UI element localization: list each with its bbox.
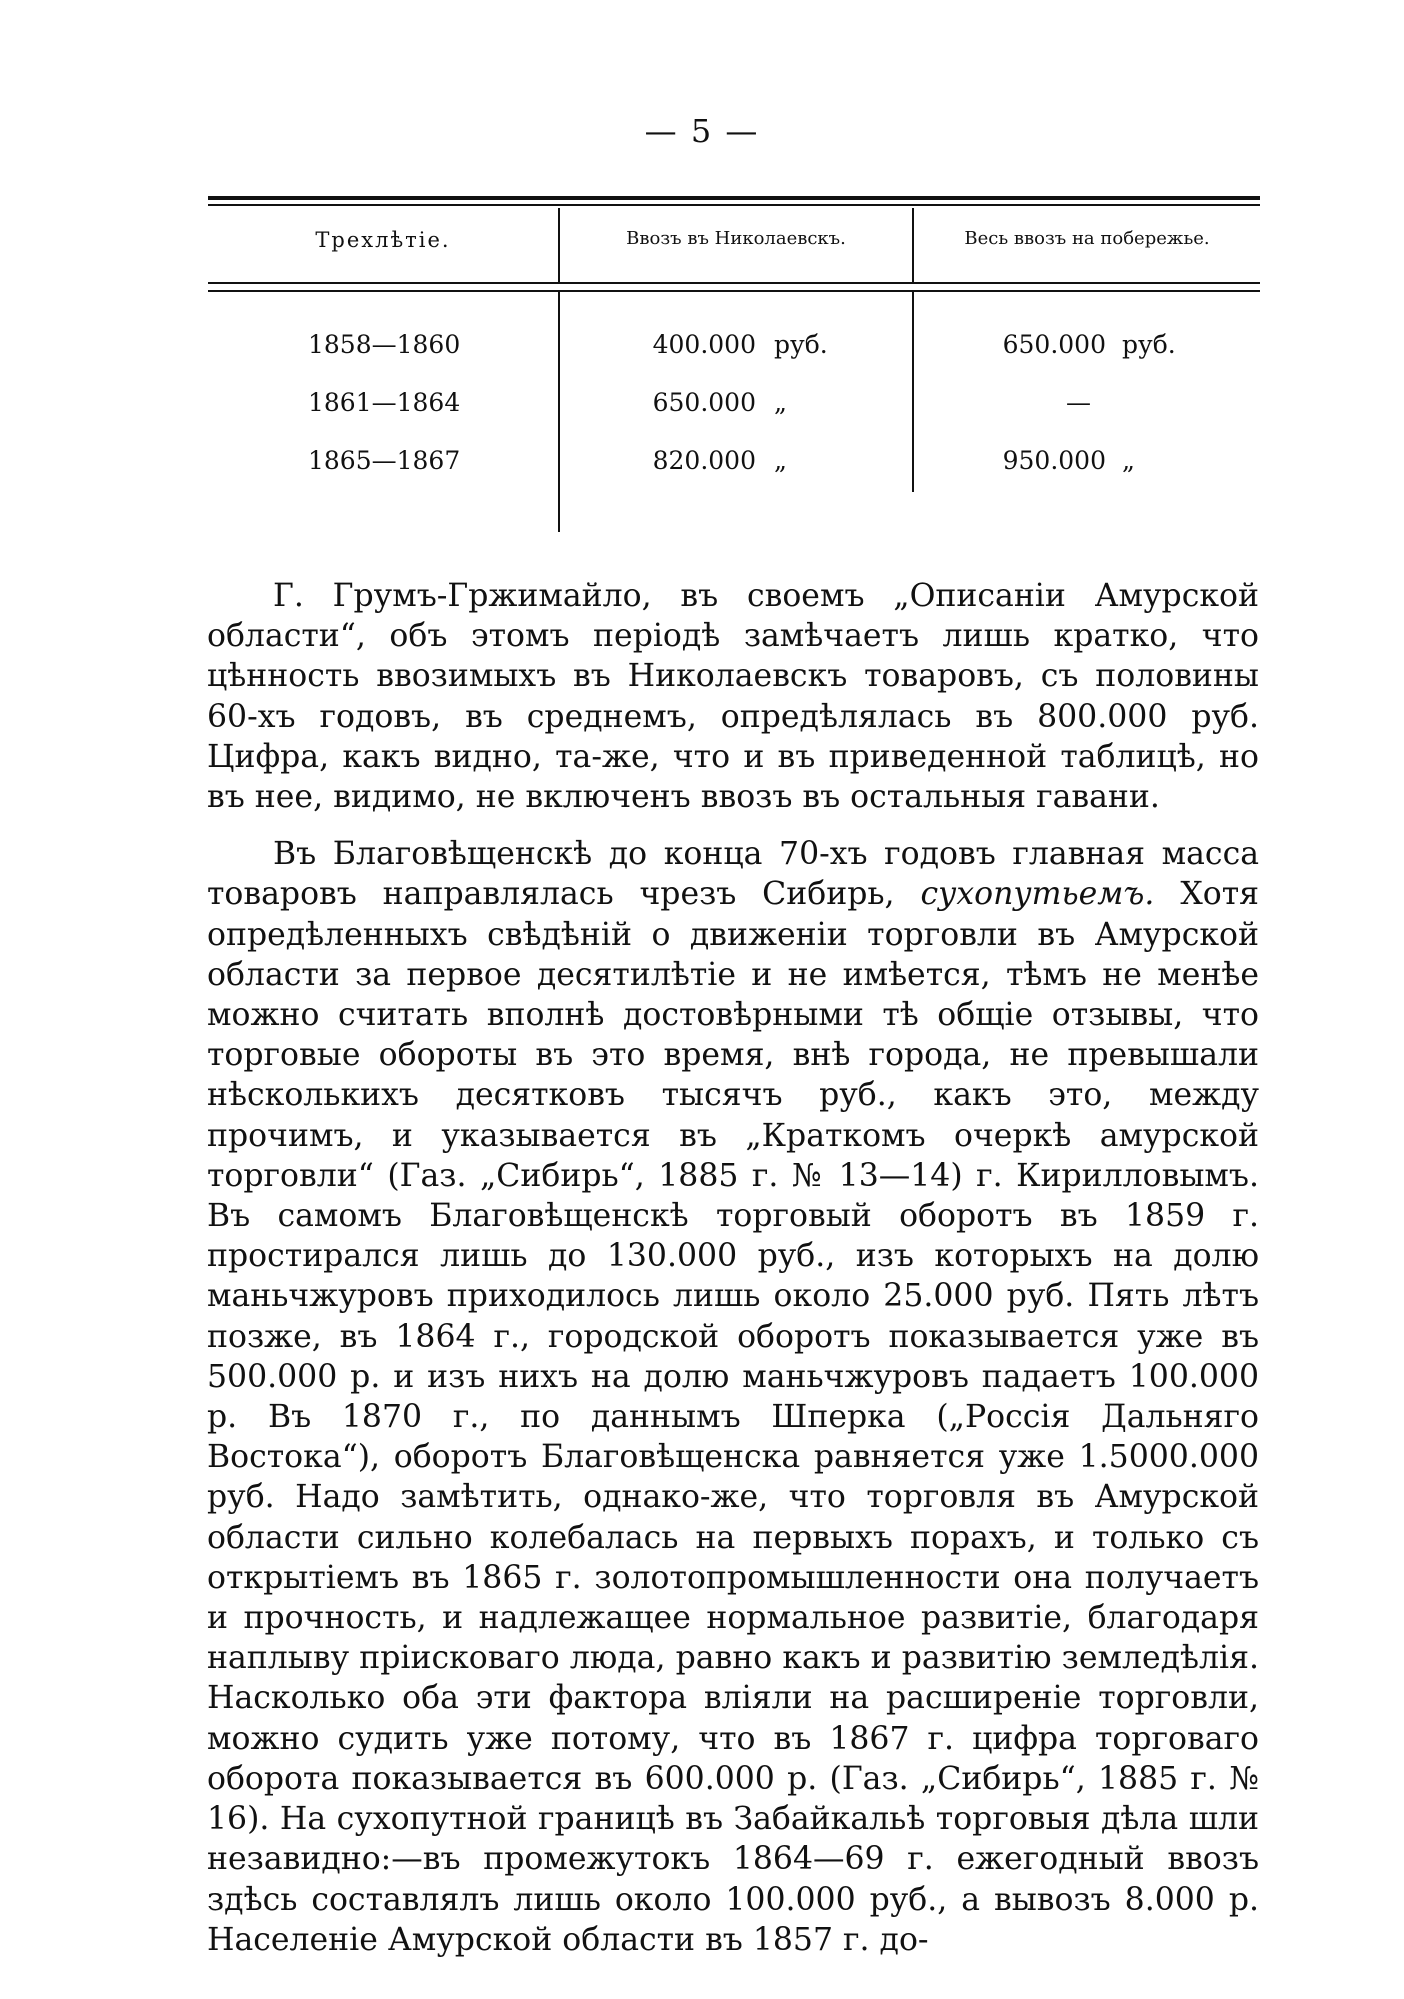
header-coast-import: Весь ввозъ на побережье. (964, 228, 1210, 249)
paragraph-2-start: Въ Благовѣщенскѣ до конца 70-хъ годовъ главная масса товаровъ направлялась чрезъ Сибирь, (207, 836, 1259, 913)
table-top-rule-thin (208, 204, 1260, 206)
body-text (207, 576, 1259, 1960)
table-row (208, 446, 1260, 486)
row-nikolaevsk-value: 400.000 (652, 330, 756, 359)
row-years: 1858—1860 (308, 330, 461, 359)
page-number: — 5 — (644, 112, 760, 150)
row-nikolaevsk-unit: „ (774, 388, 787, 417)
row-coast-dash: — (1066, 388, 1091, 417)
row-coast-value: 650.000 (1002, 330, 1106, 359)
table-top-rule (208, 196, 1260, 200)
paragraph-2 (207, 834, 1259, 1960)
header-triennium: Трехлѣтіе. (315, 228, 451, 252)
row-years: 1865—1867 (308, 446, 461, 475)
row-nikolaevsk-value: 650.000 (652, 388, 756, 417)
table-header-rule (208, 290, 1260, 292)
row-coast-value: 950.000 (1002, 446, 1106, 475)
row-nikolaevsk-unit: руб. (774, 330, 828, 359)
row-years: 1861—1864 (308, 388, 461, 417)
paragraph-1: Г. Грумъ-Гржимайло, въ своемъ „Описаніи Амурской области“, объ этомъ періодѣ замѣчаетъ лишь кратко, что цѣнность ввозимыхъ въ Николаевскъ товаровъ, съ половины 60-хъ годовъ, въ среднемъ, опредѣлялась въ 800.000 руб. Цифра, какъ видно, та-же, что и въ приведенной таблицѣ, но въ нее, видимо, не включенъ ввозъ въ остальныя гавани. (207, 578, 1259, 816)
table-row (208, 388, 1260, 428)
row-nikolaevsk-unit: „ (774, 446, 787, 475)
row-coast-unit: „ (1122, 446, 1135, 475)
header-nikolaevsk-import: Ввозъ въ Николаевскъ. (626, 228, 846, 249)
table-header-rule (208, 282, 1260, 284)
row-nikolaevsk-value: 820.000 (652, 446, 756, 475)
row-coast-unit: руб. (1122, 330, 1176, 359)
table-row (208, 330, 1260, 370)
paragraph-2-rest: Хотя опредѣленныхъ свѣдѣній о движеніи торговли въ Амурской области за первое десятилѣтіе и не имѣется, тѣмъ не менѣе можно считать вполнѣ достовѣрными тѣ общіе отзывы, что торговые обороты въ это время, внѣ города, не превышали нѣсколькихъ десятковъ тысячъ руб., какъ это, между прочимъ, и указывается въ „Краткомъ очеркѣ амурской торговли“ (Газ. „Сибирь“, 1885 г. № 13—14) г. Кирилловымъ. Въ самомъ Благовѣщенскѣ торговый оборотъ въ 1859 г. простирался лишь до 130.000 руб., изъ которыхъ на долю маньчжуровъ приходилось лишь около 25.000 руб. Пять лѣтъ позже, въ 1864 г., городской оборотъ показывается уже въ 500.000 р. и изъ нихъ на долю маньчжуровъ падаетъ 100.000 р. Въ 1870 г., по даннымъ Шперка („Россія Дальняго Востока“), оборотъ Благовѣщенска равняется уже 1.5000.000 руб. Надо замѣтить, однако-же, что торговля въ Амурской области сильно колебалась на первыхъ порахъ, и только съ открытіемъ въ 1865 г. золотопромышленности она получаетъ и прочность, и надлежащее нормальное развитіе, благодаря наплыву пріисковаго люда, равно какъ и развитію земледѣлія. Насколько оба эти фактора вліяли на расширеніе торговли, можно судить уже потому, что въ 1867 г. цифра торговаго оборота показывается въ 600.000 р. (Газ. „Сибирь“, 1885 г. № 16). На сухопутной границѣ въ Забайкальѣ торговыя дѣла шли незавидно:—въ промежутокъ 1864—69 г. ежегодный ввозъ здѣсь составлялъ лишь около 100.000 руб., а вывозъ 8.000 р. Населеніе Амурской области въ 1857 г. до- (207, 876, 1260, 1958)
trade-table (208, 196, 1260, 534)
paragraph-2-italic: сухопутьемъ. (920, 876, 1155, 913)
